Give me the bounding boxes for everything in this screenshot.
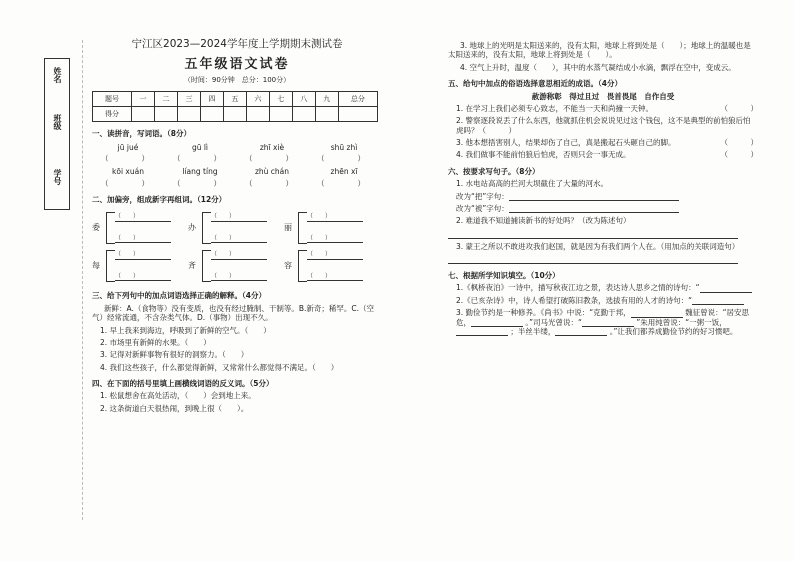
- question-text: 。”让我们都养成勤俭节约的好习惯吧。: [609, 326, 738, 336]
- question-item: 1. 松鼠想舍在高处活动，（ ）会到地上来。: [100, 391, 256, 401]
- radical-item: [284, 248, 380, 284]
- bracket: [106, 250, 115, 282]
- score-cell[interactable]: [315, 107, 338, 122]
- score-cell[interactable]: [223, 107, 246, 122]
- question-item: [448, 296, 758, 305]
- prompt-text: 改为“把”字句：: [456, 191, 509, 201]
- table-cell: 总分: [338, 92, 377, 107]
- pinyin-row: [92, 167, 382, 176]
- answer-line[interactable]: （ ）: [211, 251, 267, 260]
- answer-blank[interactable]: （ ）: [317, 178, 371, 188]
- question-text: 1. 在学习上我们必须专心致志，不能当一天和尚撞一天钟。: [456, 103, 654, 113]
- score-cell[interactable]: [246, 107, 269, 122]
- answer-line[interactable]: （ ）: [211, 273, 267, 282]
- question-text: 3. 他本想捂害别人，结果却伤了自己，真是搬起石头砸自己的脚。: [456, 138, 676, 147]
- question-item: 2. 市场里有新鲜的水果。（ ）: [100, 337, 211, 347]
- answer-blank[interactable]: （ ）: [478, 125, 516, 135]
- question-item: [448, 104, 758, 113]
- table-cell: 题号: [93, 92, 132, 107]
- question-text: 3. 勤俭节约是一种修养。《尚书》中说：“克勤于邦，: [456, 308, 631, 318]
- answer-line[interactable]: （ ）: [115, 251, 171, 260]
- answer-blank[interactable]: （ ）: [317, 153, 371, 163]
- question-item: 3. 记得对新鲜事物有很好的洞察力。（ ）: [100, 350, 249, 360]
- answer-blank[interactable]: （ ）: [245, 153, 299, 163]
- answer-blank[interactable]: [631, 309, 683, 318]
- table-cell: 得分: [93, 107, 132, 122]
- section-1-heading: 一、读拼音，写词语。（8分）: [92, 129, 191, 139]
- score-cell[interactable]: [292, 107, 315, 122]
- name-label: 姓名: [53, 67, 62, 83]
- score-cell[interactable]: [132, 107, 155, 122]
- radical-item: [188, 210, 284, 246]
- pinyin: gū lì: [191, 142, 209, 152]
- question-item: [448, 138, 758, 147]
- answer-line[interactable]: （ ）: [307, 273, 363, 282]
- pinyin: zhēn xī: [330, 167, 358, 177]
- answer-blank[interactable]: [692, 296, 744, 305]
- answer-blank[interactable]: （ ）: [720, 138, 758, 147]
- answer-blank[interactable]: （ ）: [101, 153, 155, 163]
- answer-blank[interactable]: （ ）: [245, 178, 299, 188]
- pinyin: líang tíng: [182, 167, 218, 177]
- score-cell[interactable]: [269, 107, 292, 122]
- answer-line[interactable]: （ ）: [211, 235, 267, 244]
- question-item: 3. 蒙王之所以不敢进攻我们赵国，就是因为有我们两个人在。（用加点的关联词造句）: [456, 241, 740, 251]
- base-char: 每: [92, 261, 100, 271]
- right-column: [448, 38, 758, 336]
- pinyin: jū jué: [117, 142, 139, 152]
- question-text: 魏征曾说：“居安思危，: [456, 308, 749, 327]
- question-text: 。”司马光曾说：“: [525, 317, 582, 327]
- table-cell: 一: [132, 92, 155, 107]
- table-cell: 四: [200, 92, 223, 107]
- base-char: 办: [188, 223, 196, 233]
- idiom-options: 赦游称彰 得过且过 畏首畏尾 自作自受: [531, 91, 675, 101]
- answer-line[interactable]: （ ）: [307, 235, 363, 244]
- table-cell: 五: [223, 92, 246, 107]
- answer-line[interactable]: （ ）: [115, 213, 171, 222]
- question-item: 3. 地球上的光明是太阳送来的，没有太阳，地球上将到处是（ ）；地球上的温暖也是太阳送来的，没有太阳，地球上将到处是（ ）。: [448, 41, 751, 60]
- table-cell: 九: [315, 92, 338, 107]
- bracket: [106, 212, 115, 244]
- question-text: 4. 我们做事不能前怕狼后怕虎，否则只会一事无成。: [456, 150, 631, 160]
- exam-header-title: 宁江区2023—2024学年度上学期期末测试卷: [131, 38, 343, 50]
- answer-line[interactable]: （ ）: [115, 273, 171, 282]
- base-char: 委: [92, 223, 100, 233]
- pinyin: kōi xuán: [112, 167, 144, 177]
- exam-meta: （时间：90分钟 总分：100分）: [183, 76, 291, 85]
- answer-blank[interactable]: （ ）: [720, 103, 758, 113]
- question-item: [448, 283, 758, 292]
- radical-item: [188, 248, 284, 284]
- table-cell: 二: [155, 92, 178, 107]
- question-item: 1. 早上我来到海边，呼吸到了新鲜的空气。（ ）: [100, 325, 271, 335]
- radical-item: [92, 248, 188, 284]
- answer-line[interactable]: （ ）: [115, 235, 171, 244]
- answer-line[interactable]: （ ）: [211, 213, 267, 222]
- bracket: [202, 212, 211, 244]
- answer-row: [92, 154, 382, 163]
- pinyin-row: [92, 143, 382, 152]
- answer-blank[interactable]: [555, 327, 607, 336]
- answer-blank[interactable]: [471, 318, 523, 327]
- binding-line: [82, 40, 83, 520]
- pinyin: zhù chán: [254, 167, 290, 177]
- score-table-score-row: [93, 107, 378, 122]
- answer-line[interactable]: （ ）: [307, 213, 363, 222]
- student-id-label: 学号: [53, 169, 62, 185]
- question-text: 2. 警察逐段说丢了什么东西，他就抓住机会说说见过这个钱包，这不是典型的前怕狼后怕虎吗？: [456, 116, 751, 135]
- answer-blank[interactable]: [582, 318, 634, 327]
- answer-blank[interactable]: （ ）: [173, 178, 227, 188]
- section-6-heading: 六、按要求写句子。（8分）: [448, 166, 540, 176]
- answer-blank[interactable]: （ ）: [720, 150, 758, 160]
- left-column: [92, 38, 382, 413]
- rewrite-prompt: [448, 192, 758, 201]
- prompt-text: 改为“被”字句：: [456, 203, 509, 213]
- base-char: 容: [284, 261, 292, 271]
- answer-blank[interactable]: （ ）: [173, 153, 227, 163]
- exam-title: 五年级语文试卷: [184, 57, 290, 73]
- section-2-heading: 二、加偏旁，组成新字再组词。（12分）: [92, 195, 227, 204]
- answer-blank[interactable]: （ ）: [101, 178, 155, 188]
- answer-blank[interactable]: [456, 327, 508, 336]
- question-item: [448, 308, 758, 336]
- bracket: [298, 212, 307, 244]
- score-table-header-row: [93, 92, 378, 107]
- question-item: [448, 116, 758, 135]
- section-7-heading: 七、根据所学知识填空。（10分）: [448, 271, 560, 280]
- table-cell: 七: [269, 92, 292, 107]
- question-item: 1. 水电站高高的拦河大坝截住了大量的河水。: [456, 179, 609, 189]
- radical-item: [284, 210, 380, 246]
- class-label: 班级: [53, 114, 62, 130]
- table-cell: 六: [246, 92, 269, 107]
- table-cell: 三: [178, 92, 201, 107]
- score-table: [92, 91, 378, 122]
- answer-line[interactable]: [448, 253, 738, 264]
- question-item: 4. 我们这些孩子，什么都觉得新鲜，又常常什么都觉得不满足。（ ）: [100, 362, 339, 372]
- question-item: [448, 150, 758, 159]
- score-cell[interactable]: [338, 107, 377, 122]
- question-item: 2. 难道我不知道捕读新书的好处吗？（改为陈述句）: [456, 216, 631, 226]
- radical-item: [92, 210, 188, 246]
- radical-grid: [92, 210, 382, 284]
- answer-blank[interactable]: [700, 284, 752, 293]
- base-char: 斉: [188, 261, 196, 271]
- definition-text: 新鲜：A.（食物等）没有变质，也没有经过腌制、干制等。B.新奇；稀罕。C.（空气）经常流通，不含杂类气体。D.（事物）出现不久。: [92, 303, 375, 323]
- bracket: [202, 250, 211, 282]
- section-5-heading: 五、给句中加点的俗语选择意思相近的成语。（4分）: [448, 79, 622, 89]
- rewrite-prompt: [448, 204, 758, 213]
- answer-line[interactable]: [448, 228, 738, 239]
- bracket: [298, 250, 307, 282]
- question-item: 4. 空气上升时，温度（ ），其中的水蒸气凝结成小水滴，飘浮在空中，变成云。: [460, 62, 736, 72]
- section-3-heading: 三、给下列句中的加点词语选择正确的解释。（4分）: [92, 291, 266, 301]
- pinyin: zhī xiè: [259, 142, 285, 152]
- answer-row: [92, 179, 382, 188]
- answer-line[interactable]: [509, 204, 679, 213]
- score-cell[interactable]: [200, 107, 223, 122]
- question-text: ；半丝半缕，: [510, 326, 556, 336]
- answer-line[interactable]: （ ）: [307, 251, 363, 260]
- section-4-heading: 四、在下面的括号里填上画横线词语的反义词。（5分）: [92, 379, 274, 388]
- pinyin: shū zhì: [330, 142, 358, 152]
- score-cell[interactable]: [178, 107, 201, 122]
- student-info-box: [44, 58, 70, 210]
- answer-line[interactable]: [509, 192, 679, 201]
- question-item: 2. 这条街道白天很热闹，到晚上很（ ）。: [100, 403, 249, 413]
- question-text: ”朱用纯曾说：“一粥一饭，: [636, 317, 727, 327]
- question-text: 1.《枫桥夜泊》一诗中，描写秋夜江边之景，表达诗人思乡之情的诗句：“: [456, 283, 700, 293]
- score-cell[interactable]: [155, 107, 178, 122]
- question-text: 2.《已亥杂诗》中，诗人希望打破陈旧教条，选拔有用的人才的诗句：“: [456, 295, 693, 305]
- base-char: 丽: [284, 223, 292, 233]
- table-cell: 八: [292, 92, 315, 107]
